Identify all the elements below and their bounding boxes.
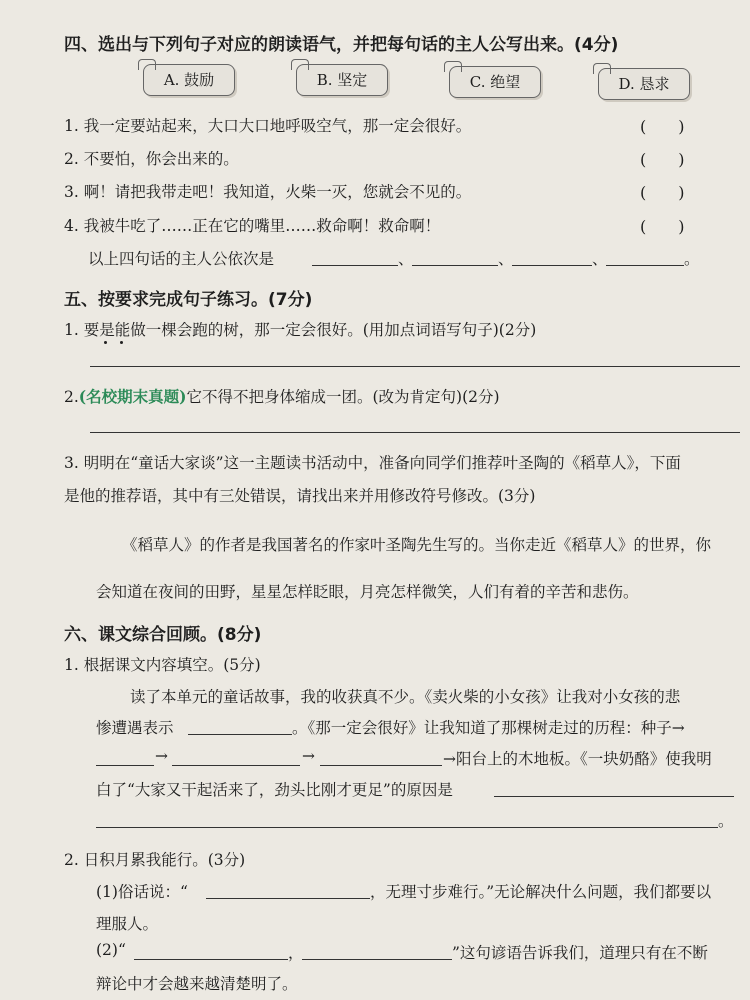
- sec6-q2-2a: (2)“: [96, 941, 126, 959]
- clip-icon: [291, 59, 309, 70]
- option-c-tag: C. 绝望: [449, 66, 541, 98]
- sec6-p1-line1: 读了本单元的童话故事，我的收获真不少。《卖火柴的小女孩》让我对小女孩的悲: [130, 688, 681, 706]
- clip-icon: [444, 61, 462, 72]
- blank-proverb-2a[interactable]: [134, 959, 288, 960]
- blank-reason[interactable]: [494, 796, 734, 797]
- blank-stage-3[interactable]: [320, 765, 442, 766]
- blank-attitude[interactable]: [188, 734, 292, 735]
- sec4-item-3: 3. 啊！请把我带走吧！我知道，火柴一灭，您就会不见的。: [64, 183, 472, 201]
- order-sep: 、: [498, 250, 514, 268]
- sec6-q2-1a: (1)俗话说：“: [96, 883, 188, 901]
- order-prefix: 以上四句话的主人公依次是: [88, 250, 275, 268]
- sec5-q3-line2: 是他的推荐语，其中有三处错误，请找出来并用修改符号修改。(3分): [64, 487, 536, 505]
- sec6-q2-1b: ，无理寸步难行。”无论解决什么问题，我们都要以: [370, 883, 712, 901]
- answer-paren-3[interactable]: ( ): [640, 183, 685, 202]
- sec6-q2-2c: 辩论中才会越来越清楚明了。: [96, 975, 298, 993]
- option-a-tag: A. 鼓励: [143, 64, 235, 96]
- sec4-item-4: 4. 我被牛吃了……正在它的嘴里……救命啊！救命啊！: [64, 217, 441, 235]
- blank-stage-2[interactable]: [172, 765, 300, 766]
- order-blank-1[interactable]: [312, 265, 398, 266]
- sec6-q2-2-comma: ，: [288, 944, 304, 962]
- sec5-q2-answer-line[interactable]: [90, 432, 740, 433]
- order-blank-3[interactable]: [512, 265, 592, 266]
- blank-proverb-2b[interactable]: [302, 959, 452, 960]
- emphasis-dot: [120, 341, 123, 344]
- sec6-q2: 2. 日积月累我能行。(3分): [64, 851, 246, 869]
- sec6-p1-line4: 白了“大家又干起活来了，劲头比刚才更足”的原因是: [96, 781, 453, 799]
- sec6-p1-line2a: 惨遭遇表示: [96, 719, 174, 737]
- recommendation-line2[interactable]: 会知道在夜间的田野，星星怎样眨眼，月亮怎样微笑，人们有着的辛苦和悲伤。: [96, 583, 639, 601]
- section4-title: 四、选出与下列句子对应的朗读语气，并把每句话的主人公写出来。(4分): [64, 35, 619, 55]
- clip-icon: [138, 59, 156, 70]
- arrow: →: [155, 747, 168, 765]
- exam-badge: (名校期末真题): [78, 387, 187, 406]
- blank-reason-cont[interactable]: [96, 827, 718, 828]
- order-sep: 、: [398, 250, 414, 268]
- answer-paren-2[interactable]: ( ): [640, 150, 685, 169]
- sec6-period: 。: [718, 812, 734, 830]
- sec6-q2-1c: 理服人。: [96, 915, 159, 933]
- clip-icon: [593, 63, 611, 74]
- blank-proverb-1[interactable]: [206, 898, 370, 899]
- recommendation-line1[interactable]: 《稻草人》的作者是我国著名的作家叶圣陶先生写的。当你走近《稻草人》的世界，你: [122, 536, 712, 554]
- option-b-tag: B. 坚定: [296, 64, 388, 96]
- sec4-item-1: 1. 我一定要站起来，大口大口地呼吸空气，那一定会很好。: [64, 117, 472, 135]
- sec5-q1: 1. 要是能做一棵会跑的树，那一定会很好。(用加点词语写句子)(2分): [64, 321, 537, 339]
- sec4-item-2: 2. 不要怕，你会出来的。: [64, 150, 239, 168]
- sec6-q2-2b: ”这句谚语告诉我们，道理只有在不断: [452, 944, 708, 962]
- order-sep: 、: [592, 250, 608, 268]
- answer-paren-4[interactable]: ( ): [640, 217, 685, 236]
- answer-paren-1[interactable]: ( ): [640, 117, 685, 136]
- option-d-tag: D. 恳求: [598, 68, 690, 100]
- order-blank-4[interactable]: [606, 265, 684, 266]
- blank-stage-1[interactable]: [96, 765, 154, 766]
- sec5-q2: 2.(名校期末真题)它不得不把身体缩成一团。(改为肯定句)(2分): [64, 387, 500, 406]
- order-blank-2[interactable]: [412, 265, 498, 266]
- sec5-q3-line1: 3. 明明在“童话大家谈”这一主题读书活动中，准备向同学们推荐叶圣陶的《稻草人》，下面: [64, 454, 681, 472]
- order-end: 。: [684, 250, 700, 268]
- emphasis-dot: [104, 341, 107, 344]
- section6-title: 六、课文综合回顾。(8分): [64, 625, 262, 645]
- sec6-q1: 1. 根据课文内容填空。(5分): [64, 656, 261, 674]
- sec5-q1-answer-line[interactable]: [90, 366, 740, 367]
- sec6-p1-line3-end: →阳台上的木地板。《一块奶酪》使我明: [443, 750, 712, 768]
- arrow: →: [302, 747, 315, 765]
- section5-title: 五、按要求完成句子练习。(7分): [64, 290, 313, 310]
- sec6-p1-line2b: 。《那一定会很好》让我知道了那棵树走过的历程：种子→: [292, 719, 685, 737]
